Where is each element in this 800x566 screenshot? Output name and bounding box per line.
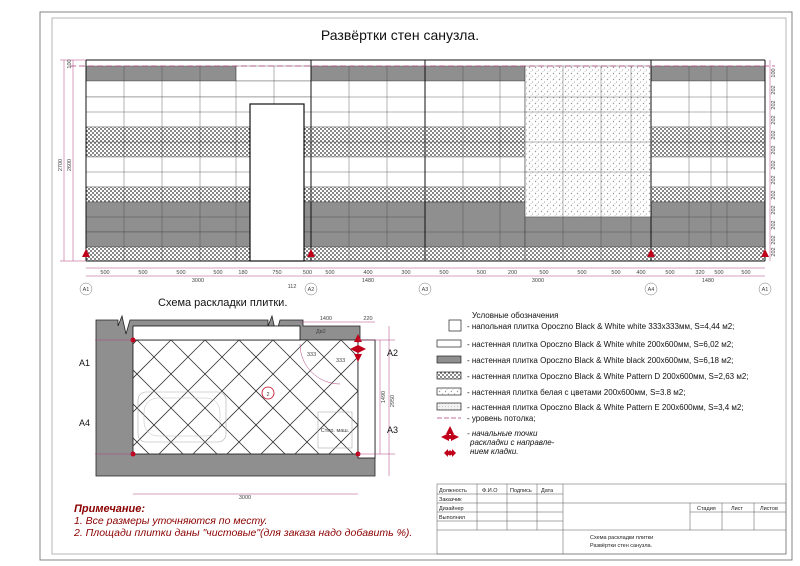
segment-dim-11: 500 <box>439 270 449 276</box>
legend-start-line-2: раскладки с направле- <box>470 438 555 447</box>
plan-axis-a1: A1 <box>79 358 91 368</box>
floor-tile-line <box>0 340 35 540</box>
axis-a2: A2 <box>307 287 315 293</box>
notes-line-1: 1. Все размеры уточняются по месту. <box>74 515 268 527</box>
segment-dim-9: 400 <box>363 270 373 276</box>
segment-dim-2: 500 <box>138 270 148 276</box>
room-number: 2 <box>266 392 270 398</box>
right-dim-3: 202 <box>771 220 777 230</box>
segment-dim-8: 500 <box>325 270 335 276</box>
legend-start-line-1: - начальные точки <box>467 429 538 438</box>
wall-development <box>70 60 775 261</box>
left-dim-ceiling: 2600 <box>67 158 73 172</box>
plan-door-label: Дв2 <box>316 329 326 335</box>
wall-a2-a3 <box>311 66 425 261</box>
segment-dim-21: 500 <box>741 270 751 276</box>
legend-swatch-floor <box>449 320 461 331</box>
total-dim-2: 1480 <box>361 278 375 284</box>
axis-a4: A4 <box>647 287 655 293</box>
plan-dim-top-b: 220 <box>363 316 373 322</box>
legend-start-point-icon <box>441 426 459 457</box>
floor-tile-line <box>0 340 69 540</box>
legend-item-6: - настенная плитка Opoczno Black & White Pattern E 200x600мм, S=3,4 м2; <box>467 403 744 412</box>
legend-item-1: - напольная плитка Opoczno Black & White white 333x333мм, S=4,44 м2; <box>467 322 735 331</box>
legend-swatch-pattern-e <box>437 403 461 410</box>
left-dim-total: 2700 <box>58 158 64 172</box>
legend-item-5: - настенная плитка белая с цветами 200x600мм, S=3.8 м2; <box>467 388 686 397</box>
plan-window-niche <box>133 326 300 340</box>
stamp-role-2: Заказчик <box>439 497 462 503</box>
legend-swatch-white <box>437 340 461 347</box>
right-dim-10: 202 <box>771 115 777 125</box>
right-dim-2: 202 <box>771 235 777 245</box>
stamp-col-sign: Подпись <box>510 488 532 494</box>
bottom-dim-lines <box>86 268 765 276</box>
legend-swatch-pattern-d <box>437 372 461 379</box>
plan-dim-right-b: 2950 <box>390 394 396 408</box>
plan-dim-width: 3000 <box>238 495 252 501</box>
plan-axis-a3: A3 <box>387 425 399 435</box>
plan-axis-a4: A4 <box>79 418 91 428</box>
segment-dim-3: 500 <box>176 270 186 276</box>
segment-dim-12: 500 <box>476 270 487 276</box>
stamp-role-1: Должность <box>439 488 467 494</box>
legend-swatch-flowers <box>437 388 461 395</box>
floor-tile-line <box>579 340 779 540</box>
floor-tile-line <box>0 340 1 540</box>
total-dim-1: 3000 <box>191 278 205 284</box>
legend-swatch-black <box>437 356 461 363</box>
right-dim-7: 202 <box>771 160 777 170</box>
axis-a1-right: A1 <box>761 287 769 293</box>
page-title: Развёртки стен санузла. <box>320 27 480 43</box>
segment-dim-5: 180 <box>238 270 248 276</box>
angle-dim-b: 333 <box>336 358 346 364</box>
stamp-caption-2: Развёртки стен санузла. <box>590 543 653 549</box>
stamp-col-name: Ф.И.О <box>482 488 498 494</box>
washing-machine-label: Стир. маш. <box>320 428 350 434</box>
axis-a3: A3 <box>421 287 429 293</box>
plan-axis-a2: A2 <box>387 348 399 358</box>
right-dim-9: 202 <box>771 130 777 140</box>
segment-dim-4: 500 <box>213 270 223 276</box>
right-dim-8: 202 <box>771 145 777 155</box>
offset-dim: 112 <box>287 284 297 290</box>
legend-item-2: - настенная плитка Opoczno Black & White white 200x600мм, S=6,02 м2; <box>467 340 734 349</box>
axis-markers <box>80 283 771 295</box>
stamp-caption-1: Схема раскладки плитки <box>590 535 654 541</box>
segment-dim-19: 320 <box>695 270 705 276</box>
left-dim-top: 100 <box>67 59 73 69</box>
total-dim-4: 1480 <box>701 278 715 284</box>
layout-title: Схема раскладки плитки. <box>158 297 288 309</box>
stamp-role-3: Дизайнер <box>439 506 464 512</box>
legend-item-4: - настенная плитка Opoczno Black & White Pattern D 200x600мм, S=2,63 м2; <box>467 372 749 381</box>
angle-dim-a: 333 <box>307 352 317 358</box>
segment-dim-6: 750 <box>272 270 282 276</box>
wall-a1-a2 <box>86 66 311 261</box>
legend-start-line-3: нием кладки. <box>470 447 519 456</box>
right-dim-4: 202 <box>771 205 777 215</box>
legend-title: Условные обозначения <box>472 311 559 320</box>
axis-a1-left: A1 <box>82 287 90 293</box>
notes-title: Примечание: <box>74 503 146 515</box>
stamp-col-date: Дата <box>541 488 554 494</box>
legend-item-7: - уровень потолка; <box>467 414 536 423</box>
stamp-sheet: Лист <box>731 506 743 512</box>
wall-a4-a1 <box>651 66 765 261</box>
segment-dim-7: 500 <box>302 270 313 276</box>
right-dim-1: 202 <box>771 247 777 257</box>
plan-dim-top-a: 1400 <box>319 316 333 322</box>
plan-dim-right-a: 1490 <box>381 390 387 404</box>
segment-dim-18: 500 <box>665 270 675 276</box>
segment-dimensions <box>100 270 750 276</box>
segment-dim-10: 300 <box>401 270 411 276</box>
segment-dim-14: 500 <box>539 270 549 276</box>
segment-dim-17: 400 <box>636 270 646 276</box>
legend <box>437 311 748 457</box>
total-dim-3: 3000 <box>531 278 545 284</box>
right-dim-5: 202 <box>771 190 777 200</box>
right-dim-11: 202 <box>771 100 777 110</box>
stamp-stage: Стадия <box>697 506 716 512</box>
notes-line-2: 2. Площади плитки даны "чистовые"(для заказа надо добавить %). <box>74 527 413 539</box>
segment-dim-20: 500 <box>714 270 724 276</box>
segment-dim-15: 500 <box>577 270 587 276</box>
stamp-role-4: Выполнил <box>439 515 466 521</box>
right-dim-6: 202 <box>771 175 777 185</box>
legend-item-3: - настенная плитка Opoczno Black & White black 200x600мм, S=6,18 м2; <box>467 356 734 365</box>
door-opening <box>250 104 304 261</box>
segment-dim-16: 500 <box>611 270 621 276</box>
wall-a3-a4 <box>425 66 651 261</box>
stamp-sheets: Листов <box>760 506 778 512</box>
right-dim-13: 100 <box>771 68 777 78</box>
segment-dim-1: 500 <box>100 270 110 276</box>
segment-dim-13: 200 <box>507 270 518 276</box>
right-dim-12: 202 <box>771 85 777 95</box>
